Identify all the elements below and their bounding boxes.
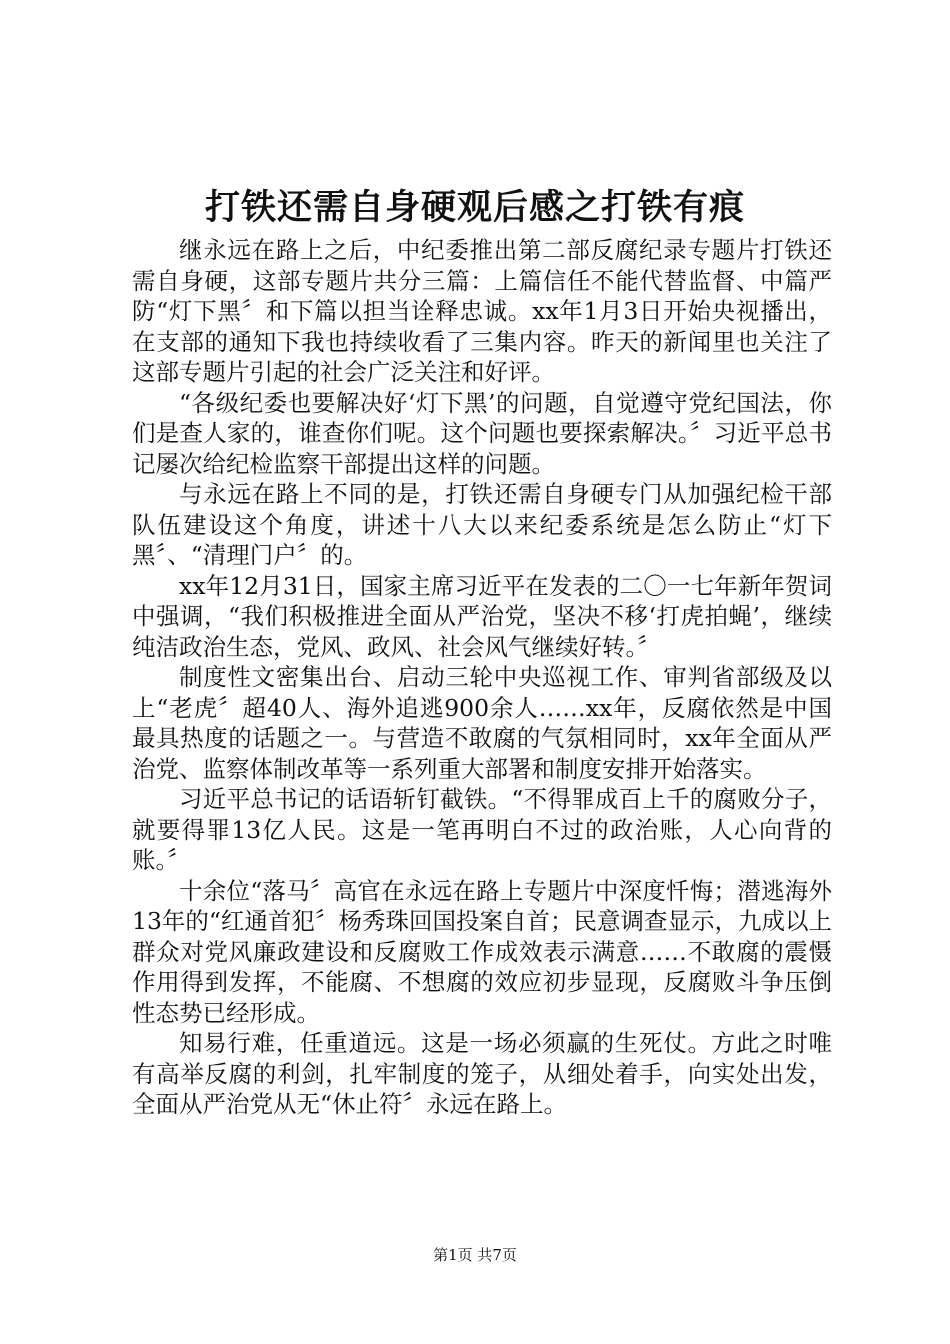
paragraph: “各级纪委也要解决好‘灯下黑’的问题，自觉遵守党纪国法，你们是查人家的，谁查你们呢。这个问题也要探索解决。〞习近平总书记屡次给纪检监察干部提出这样的问题。 xyxy=(132,388,832,478)
paragraph: 习近平总书记的话语斩钉截铁。“不得罪成百上千的腐败分子，就要得罪13亿人民。这是一笔再明白不过的政治账，人心向背的账。〞 xyxy=(132,785,832,874)
page-number-footer: 第1页 共7页 xyxy=(433,1246,517,1264)
paragraph: 制度性文密集出台、启动三轮中央巡视工作、审判省部级及以上“老虎〞超40人、海外追逃900余人……xx年，反腐依然是中国最具热度的话题之一。与营造不敢腐的气氛相同时，xx年全面从严治党、监察体制改革等一系列重大部署和制度安排开始落实。 xyxy=(132,663,832,783)
paragraph: 知易行难，任重道远。这是一场必须赢的生死仗。方此之时唯有高举反腐的利剑，扎牢制度的笼子，从细处着手，向实处出发，全面从严治党从无“休止符〞永远在路上。 xyxy=(132,1029,832,1118)
document-title: 打铁还需自身硬观后感之打铁有痕 xyxy=(204,187,745,228)
paragraph: 继永远在路上之后，中纪委推出第二部反腐纪录专题片打铁还需自身硬，这部专题片共分三篇：上篇信任不能代替监督、中篇严防“灯下黑〞和下篇以担当诠释忠诚。xx年1月3日开始央视播出，在支部的通知下我也持续收看了三集内容。昨天的新闻里也关注了这部专题片引起的社会广泛关注和好评。 xyxy=(132,236,832,386)
paragraph: xx年12月31日，国家主席习近平在发表的二〇一七年新年贺词中强调，“我们积极推进全面从严治党，坚决不移‘打虎拍蝇’，继续纯洁政治生态，党风、政风、社会风气继续好转。〞 xyxy=(132,571,832,661)
paragraph: 与永远在路上不同的是，打铁还需自身硬专门从加强纪检干部队伍建设这个角度，讲述十八大以来纪委系统是怎么防止“灯下黑〞、“清理门户〞的。 xyxy=(132,480,832,569)
paragraph: 十余位“落马〞高官在永远在路上专题片中深度忏悔；潜逃海外13年的“红通首犯〞杨秀珠回国投案自首；民意调查显示，九成以上群众对党风廉政建设和反腐败工作成效表示满意……不敢腐的震慑作用得到发挥，不能腐、不想腐的效应初步显现，反腐败斗争压倒性态势已经形成。 xyxy=(132,876,832,1027)
document-body xyxy=(132,235,832,1120)
